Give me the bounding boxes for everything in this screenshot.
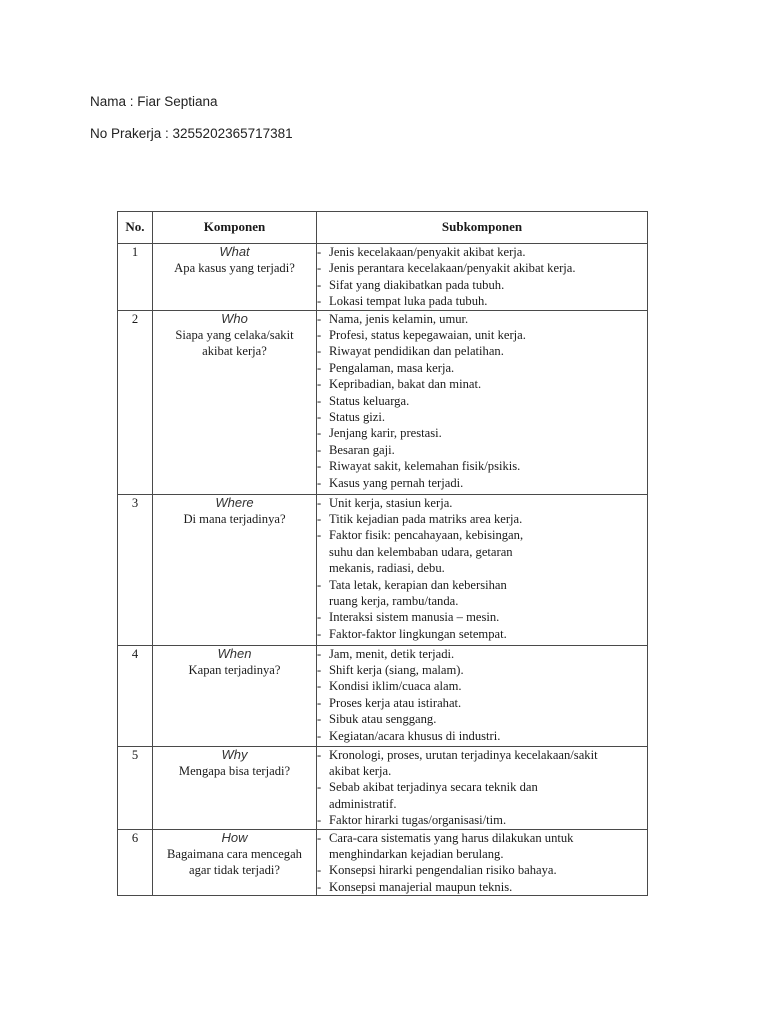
component-cell xyxy=(153,310,317,494)
row-number: 6 xyxy=(118,829,153,896)
list-item-text: Unit kerja, stasiun kerja. xyxy=(329,495,453,510)
component-description: Siapa yang celaka/sakit akibat kerja? xyxy=(175,327,294,359)
component-table xyxy=(117,211,648,896)
list-item xyxy=(317,879,647,895)
list-item xyxy=(317,327,647,343)
list-item xyxy=(317,495,647,511)
list-item xyxy=(317,511,647,527)
list-item-text: Riwayat sakit, kelemahan fisik/psikis. xyxy=(329,459,521,474)
component-question: Why xyxy=(221,746,248,762)
list-item-text: Jam, menit, detik terjadi. xyxy=(329,646,455,661)
list-item-text: Faktor fisik: pencahayaan, kebisingan, suhu dan kelembaban udara, getaran mekanis, radiasi, debu. xyxy=(329,528,524,576)
list-item-text: Cara-cara sistematis yang harus dilakukan untuk menghindarkan kejadian berulang. xyxy=(329,830,574,862)
component-cell xyxy=(153,494,317,645)
table-row xyxy=(118,494,648,645)
component-question: What xyxy=(219,244,250,259)
list-item-text: Kondisi iklim/cuaca alam. xyxy=(329,679,462,694)
list-item-text: Sifat yang diakibatkan pada tubuh. xyxy=(329,277,505,292)
list-item-text: Pengalaman, masa kerja. xyxy=(329,360,455,375)
component-description: Di mana terjadinya? xyxy=(183,511,286,526)
list-item-text: Kronologi, proses, urutan terjadinya kecelakaan/sakit akibat kerja. xyxy=(329,747,598,779)
list-item-text: Shift kerja (siang, malam). xyxy=(329,663,464,678)
list-item xyxy=(317,646,647,662)
list-item-text: Kegiatan/acara khusus di industri. xyxy=(329,728,501,743)
row-number: 5 xyxy=(118,746,153,829)
component-cell xyxy=(153,645,317,746)
list-item-text: Faktor-faktor lingkungan setempat. xyxy=(329,626,507,641)
header-component: Komponen xyxy=(153,212,317,244)
component-description: Bagaimana cara mencegah agar tidak terjadi? xyxy=(167,846,302,878)
subcomponent-cell xyxy=(317,645,648,746)
list-item-text: Status gizi. xyxy=(329,410,385,425)
list-item-text: Konsepsi hirarki pengendalian risiko bahaya. xyxy=(329,863,557,878)
list-item xyxy=(317,779,647,812)
list-item xyxy=(317,393,647,409)
header-subcomponent: Subkomponen xyxy=(317,212,648,244)
list-item xyxy=(317,376,647,392)
list-item-text: Riwayat pendidikan dan pelatihan. xyxy=(329,344,504,359)
component-question: Who xyxy=(221,310,248,326)
table-row xyxy=(118,244,648,311)
list-item xyxy=(317,527,647,576)
subcomponent-list xyxy=(317,244,647,310)
student-name-line: Nama : Fiar Septiana xyxy=(90,94,218,109)
list-item xyxy=(317,711,647,727)
subcomponent-list xyxy=(317,830,647,896)
list-item xyxy=(317,277,647,293)
list-item xyxy=(317,695,647,711)
list-item xyxy=(317,409,647,425)
component-cell xyxy=(153,829,317,896)
table-header-row xyxy=(118,212,648,244)
list-item-text: Jenis perantara kecelakaan/penyakit akibat kerja. xyxy=(329,261,576,276)
component-cell xyxy=(153,746,317,829)
list-item-text: Status keluarga. xyxy=(329,393,410,408)
list-item xyxy=(317,577,647,610)
list-item xyxy=(317,862,647,878)
list-item xyxy=(317,442,647,458)
row-number: 2 xyxy=(118,310,153,494)
list-item xyxy=(317,626,647,642)
subcomponent-list xyxy=(317,495,647,643)
list-item xyxy=(317,458,647,474)
component-question: When xyxy=(217,645,252,661)
table-row xyxy=(118,310,648,494)
list-item xyxy=(317,609,647,625)
component-cell xyxy=(153,244,317,311)
list-item-text: Proses kerja atau istirahat. xyxy=(329,695,462,710)
subcomponent-list xyxy=(317,311,647,491)
row-number: 3 xyxy=(118,494,153,645)
list-item-text: Profesi, status kepegawaian, unit kerja. xyxy=(329,328,526,343)
subcomponent-cell xyxy=(317,829,648,896)
list-item xyxy=(317,360,647,376)
list-item-text: Sibuk atau senggang. xyxy=(329,712,437,727)
component-description: Kapan terjadinya? xyxy=(188,662,281,677)
list-item-text: Sebab akibat terjadinya secara teknik dan administratif. xyxy=(329,780,538,811)
list-item xyxy=(317,260,647,276)
list-item xyxy=(317,343,647,359)
list-item xyxy=(317,678,647,694)
list-item-text: Jenis kecelakaan/penyakit akibat kerja. xyxy=(329,245,526,259)
list-item-text: Lokasi tempat luka pada tubuh. xyxy=(329,294,488,309)
subcomponent-cell xyxy=(317,244,648,311)
list-item-text: Besaran gaji. xyxy=(329,442,395,457)
row-number: 4 xyxy=(118,645,153,746)
list-item xyxy=(317,311,647,327)
table-body xyxy=(118,244,648,896)
table-row xyxy=(118,645,648,746)
table-row xyxy=(118,829,648,896)
list-item-text: Titik kejadian pada matriks area kerja. xyxy=(329,512,523,527)
list-item-text: Konsepsi manajerial maupun teknis. xyxy=(329,879,513,894)
list-item-text: Nama, jenis kelamin, umur. xyxy=(329,311,469,326)
list-item-text: Kasus yang pernah terjadi. xyxy=(329,475,464,490)
subcomponent-cell xyxy=(317,310,648,494)
list-item xyxy=(317,812,647,828)
list-item xyxy=(317,475,647,491)
subcomponent-cell xyxy=(317,746,648,829)
prakerja-number-line: No Prakerja : 3255202365717381 xyxy=(90,126,293,141)
list-item-text: Jenjang karir, prestasi. xyxy=(329,426,442,441)
list-item xyxy=(317,728,647,744)
list-item xyxy=(317,830,647,863)
row-number: 1 xyxy=(118,244,153,311)
list-item-text: Tata letak, kerapian dan kebersihan ruang kerja, rambu/tanda. xyxy=(329,577,507,609)
subcomponent-list xyxy=(317,646,647,744)
list-item-text: Kepribadian, bakat dan minat. xyxy=(329,377,482,392)
component-question: How xyxy=(221,829,248,845)
component-description: Apa kasus yang terjadi? xyxy=(174,261,295,275)
list-item xyxy=(317,244,647,260)
list-item xyxy=(317,425,647,441)
subcomponent-list xyxy=(317,747,647,829)
component-question: Where xyxy=(215,494,254,510)
list-item xyxy=(317,662,647,678)
component-description: Mengapa bisa terjadi? xyxy=(178,763,291,778)
list-item-text: Interaksi sistem manusia – mesin. xyxy=(329,610,500,625)
subcomponent-cell xyxy=(317,494,648,645)
list-item xyxy=(317,747,647,780)
header-no: No. xyxy=(118,212,153,244)
list-item-text: Faktor hirarki tugas/organisasi/tim. xyxy=(329,813,507,828)
list-item xyxy=(317,293,647,309)
table-row xyxy=(118,746,648,829)
